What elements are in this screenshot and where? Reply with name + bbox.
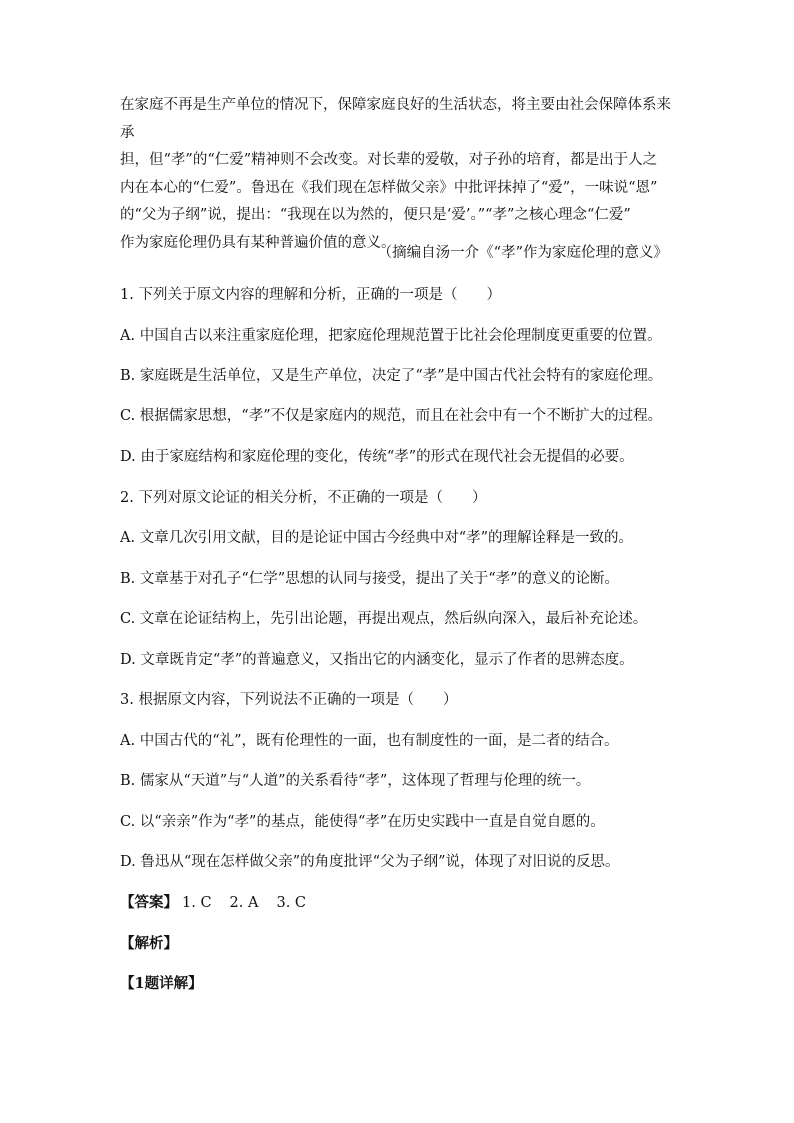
question-2-option-a: A. 文章几次引用文献，目的是论证中国古今经典中对“孝”的理解诠释是一致的。 (120, 530, 634, 546)
question-3-stem: 3. 根据原文内容，下列说法不正确的一项是（ ） (120, 692, 458, 708)
passage-line: 在家庭不再是生产单位的情况下，保障家庭良好的生活状态，将主要由社会保障体系来承 (120, 97, 671, 141)
answer-item: 3. C (276, 895, 307, 911)
passage-line: 内在本心的“仁爱”。鲁迅在《我们现在怎样做父亲》中批评抹掉了“爱”，一味说“恩” (120, 179, 658, 196)
question-1-option-c: C. 根据儒家思想，“孝”不仅是家庭内的规范，而且在社会中有一个不断扩大的过程。 (120, 408, 663, 424)
question-3-option-a: A. 中国古代的“礼”，既有伦理性的一面，也有制度性的一面，是二者的结合。 (120, 733, 619, 749)
passage-line: 的“父为子纲”说，提出：“我现在以为然的，便只是‘爱’。”“孝”之核心理念“仁爱” (120, 207, 631, 223)
answer-item: 2. A (229, 895, 259, 911)
question-3-option-b: B. 儒家从“天道”与“人道”的关系看待“孝”，这体现了哲理与伦理的统一。 (120, 773, 591, 789)
question-3-option-c: C. 以“亲亲”作为“孝”的基点，能使得“孝”在历史实践中一直是自觉自愿的。 (120, 814, 605, 830)
passage-source: （摘编自汤一介《“孝”作为家庭伦理的意义》 (377, 245, 668, 261)
answer-row (120, 893, 680, 913)
question-3-option-d: D. 鲁迅从“现在怎样做父亲”的角度批评“父为子纲”说，体现了对旧说的反思。 (120, 854, 620, 870)
analysis-label: 【解析】 (120, 935, 178, 952)
passage (120, 92, 672, 257)
question-2-option-d: D. 文章既肯定“孝”的普遍意义，又指出它的内涵变化，显示了作者的思辨态度。 (120, 652, 634, 668)
question-2-option-c: C. 文章在论证结构上，先引出论题，再提出观点，然后纵向深入，最后补充论述。 (120, 611, 648, 627)
question-1-stem: 1. 下列关于原文内容的理解和分析，正确的一项是（ ） (120, 287, 501, 303)
question-1-option-a: A. 中国自古以来注重家庭伦理，把家庭伦理规范置于比社会伦理制度更重要的位置。 (120, 328, 662, 344)
question-2-stem: 2. 下列对原文论证的相关分析，不正确的一项是（ ） (120, 490, 487, 506)
question-1-option-d: D. 由于家庭结构和家庭伦理的变化，传统“孝”的形式在现代社会无提倡的必要。 (120, 449, 634, 465)
passage-line: 担，但“孝”的“仁爱”精神则不会改变。对长辈的爱敬，对子孙的培育，都是出于人之 (120, 152, 658, 168)
answer-label: 【答案】 (120, 894, 178, 911)
passage-line: 作为家庭伦理仍具有某种普遍价值的意义。 (120, 234, 396, 251)
question-2-option-b: B. 文章基于对孔子“仁学”思想的认同与接受，提出了关于“孝”的意义的论断。 (120, 571, 620, 587)
answer-item: 1. C (182, 895, 212, 911)
question-1-option-b: B. 家庭既是生活单位，又是生产单位，决定了“孝”是中国古代社会特有的家庭伦理。 (120, 368, 663, 384)
detail-label: 【1题详解】 (120, 975, 203, 992)
